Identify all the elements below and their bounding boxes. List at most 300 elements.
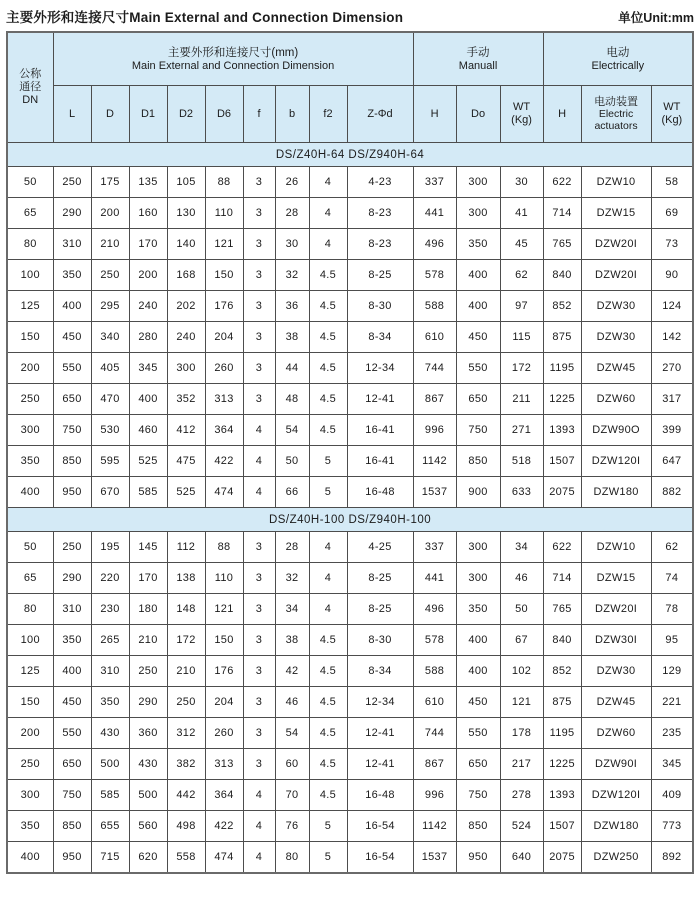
table-cell: 230 — [91, 594, 129, 625]
table-cell: 996 — [413, 415, 456, 446]
table-cell: 640 — [500, 842, 543, 874]
dn-cell: 50 — [7, 532, 53, 563]
table-cell: 34 — [500, 532, 543, 563]
group-header-electric — [543, 32, 693, 86]
dn-cell: 125 — [7, 291, 53, 322]
table-cell: 400 — [456, 656, 500, 687]
table-cell: 290 — [53, 563, 91, 594]
table-cell: 950 — [456, 842, 500, 874]
table-cell: 4 — [243, 811, 275, 842]
table-cell: 400 — [53, 656, 91, 687]
table-row — [7, 229, 693, 260]
table-cell: 500 — [91, 749, 129, 780]
table-cell: 260 — [205, 718, 243, 749]
table-cell: 714 — [543, 198, 581, 229]
unit-label: 单位Unit:mm — [618, 11, 694, 25]
table-row — [7, 718, 693, 749]
dn-cell: 300 — [7, 415, 53, 446]
table-cell: 95 — [651, 625, 693, 656]
table-cell: 250 — [91, 260, 129, 291]
col-header-do: Do — [456, 86, 500, 143]
dn-label-cn1: 公称 — [19, 68, 42, 80]
page-title: 主要外形和连接尺寸Main External and Connection Dimension — [6, 10, 404, 25]
table-cell: 474 — [205, 842, 243, 874]
table-cell: 310 — [53, 594, 91, 625]
table-cell: 4 — [243, 446, 275, 477]
table-cell: 54 — [275, 718, 309, 749]
table-cell: 892 — [651, 842, 693, 874]
table-row — [7, 198, 693, 229]
table-cell: 450 — [456, 322, 500, 353]
table-cell: 12-41 — [347, 749, 413, 780]
table-cell: DZW180 — [581, 477, 651, 508]
group-header-dimensions — [53, 32, 413, 86]
table-cell: 30 — [275, 229, 309, 260]
table-cell: 715 — [91, 842, 129, 874]
table-cell: DZW120I — [581, 446, 651, 477]
table-cell: 4 — [243, 477, 275, 508]
table-cell: 32 — [275, 563, 309, 594]
table-cell: 714 — [543, 563, 581, 594]
group-manual-en: Manuall — [458, 59, 498, 72]
dn-label-en: DN — [22, 94, 39, 106]
table-cell: 317 — [651, 384, 693, 415]
col-header-D1: D1 — [129, 86, 167, 143]
table-cell: 2075 — [543, 842, 581, 874]
table-cell: 430 — [129, 749, 167, 780]
table-cell: 180 — [129, 594, 167, 625]
table-cell: 12-41 — [347, 718, 413, 749]
table-cell: 4.5 — [309, 384, 347, 415]
table-cell: 1393 — [543, 415, 581, 446]
dn-cell: 200 — [7, 718, 53, 749]
table-cell: 364 — [205, 415, 243, 446]
table-cell: 300 — [456, 532, 500, 563]
table-cell: 4 — [309, 198, 347, 229]
table-cell: 42 — [275, 656, 309, 687]
table-cell: 850 — [53, 811, 91, 842]
table-cell: 135 — [129, 167, 167, 198]
col-header-h-manual: H — [413, 86, 456, 143]
col-header-wt-electric — [651, 86, 693, 143]
table-cell: DZW15 — [581, 563, 651, 594]
table-cell: 4 — [309, 167, 347, 198]
table-cell: 525 — [167, 477, 205, 508]
table-row — [7, 594, 693, 625]
table-cell: 8-25 — [347, 563, 413, 594]
table-cell: 26 — [275, 167, 309, 198]
table-cell: 950 — [53, 842, 91, 874]
table-row — [7, 749, 693, 780]
table-cell: 271 — [500, 415, 543, 446]
table-cell: 4.5 — [309, 718, 347, 749]
table-cell: 850 — [53, 446, 91, 477]
table-cell: 524 — [500, 811, 543, 842]
table-cell: 422 — [205, 811, 243, 842]
table-cell: 650 — [53, 749, 91, 780]
table-cell: 744 — [413, 718, 456, 749]
table-cell: 560 — [129, 811, 167, 842]
table-cell: DZW45 — [581, 687, 651, 718]
table-cell: 550 — [456, 353, 500, 384]
table-cell: 430 — [91, 718, 129, 749]
table-cell: 588 — [413, 291, 456, 322]
table-cell: 78 — [651, 594, 693, 625]
table-cell: 399 — [651, 415, 693, 446]
table-cell: 852 — [543, 656, 581, 687]
table-cell: 400 — [53, 291, 91, 322]
table-cell: DZW90O — [581, 415, 651, 446]
table-cell: 310 — [91, 656, 129, 687]
table-cell: 202 — [167, 291, 205, 322]
table-cell: 474 — [205, 477, 243, 508]
col-header-f2: f2 — [309, 86, 347, 143]
table-cell: 178 — [500, 718, 543, 749]
table-cell: 175 — [91, 167, 129, 198]
table-cell: 129 — [651, 656, 693, 687]
table-cell: 578 — [413, 625, 456, 656]
table-cell: 1507 — [543, 811, 581, 842]
wt-line1: WT — [663, 101, 681, 113]
table-cell: 345 — [651, 749, 693, 780]
table-cell: 4 — [309, 532, 347, 563]
table-cell: 46 — [275, 687, 309, 718]
table-cell: 650 — [53, 384, 91, 415]
table-cell: DZW10 — [581, 167, 651, 198]
table-cell: DZW30 — [581, 322, 651, 353]
table-cell: 210 — [129, 625, 167, 656]
table-cell: 240 — [129, 291, 167, 322]
table-cell: 150 — [205, 260, 243, 291]
group-electric-en: Electrically — [591, 59, 645, 72]
table-cell: 588 — [413, 656, 456, 687]
table-cell: DZW15 — [581, 198, 651, 229]
table-cell: 400 — [456, 260, 500, 291]
table-cell: 1142 — [413, 446, 456, 477]
table-cell: 16-41 — [347, 446, 413, 477]
table-cell: 250 — [53, 532, 91, 563]
table-cell: 90 — [651, 260, 693, 291]
actuator-label-en2: actuators — [594, 120, 638, 132]
table-cell: 80 — [275, 842, 309, 874]
table-cell: 350 — [53, 260, 91, 291]
table-cell: 69 — [651, 198, 693, 229]
table-cell: 750 — [456, 415, 500, 446]
table-cell: 610 — [413, 322, 456, 353]
table-cell: 30 — [500, 167, 543, 198]
table-cell: DZW20I — [581, 260, 651, 291]
table-cell: 16-54 — [347, 811, 413, 842]
table-cell: 744 — [413, 353, 456, 384]
table-cell: 270 — [651, 353, 693, 384]
table-cell: 58 — [651, 167, 693, 198]
table-cell: 3 — [243, 260, 275, 291]
table-cell: 300 — [456, 198, 500, 229]
table-cell: DZW120I — [581, 780, 651, 811]
table-cell: 470 — [91, 384, 129, 415]
table-cell: 313 — [205, 749, 243, 780]
table-cell: 8-30 — [347, 291, 413, 322]
table-cell: 36 — [275, 291, 309, 322]
table-cell: 633 — [500, 477, 543, 508]
table-cell: 610 — [413, 687, 456, 718]
table-cell: 280 — [129, 322, 167, 353]
table-cell: 38 — [275, 625, 309, 656]
group-manual-cn: 手动 — [466, 46, 490, 59]
table-row — [7, 563, 693, 594]
table-cell: DZW250 — [581, 842, 651, 874]
section-band-row — [7, 508, 693, 532]
dn-cell: 350 — [7, 446, 53, 477]
table-cell: 290 — [53, 198, 91, 229]
col-header-D6: D6 — [205, 86, 243, 143]
table-cell: 3 — [243, 718, 275, 749]
col-header-electric-actuators — [581, 86, 651, 143]
table-cell: 405 — [91, 353, 129, 384]
table-cell: 441 — [413, 563, 456, 594]
table-cell: DZW20I — [581, 229, 651, 260]
table-cell: 412 — [167, 415, 205, 446]
table-cell: DZW20I — [581, 594, 651, 625]
title-bar — [6, 2, 694, 31]
table-row — [7, 353, 693, 384]
table-cell: 8-34 — [347, 322, 413, 353]
table-cell: 4 — [243, 842, 275, 874]
table-cell: 5 — [309, 842, 347, 874]
table-row — [7, 780, 693, 811]
table-cell: 3 — [243, 353, 275, 384]
table-cell: 750 — [53, 780, 91, 811]
table-cell: 996 — [413, 780, 456, 811]
table-cell: 160 — [129, 198, 167, 229]
table-cell: 460 — [129, 415, 167, 446]
table-cell: 4.5 — [309, 687, 347, 718]
table-cell: 172 — [167, 625, 205, 656]
table-cell: 16-41 — [347, 415, 413, 446]
table-cell: 350 — [91, 687, 129, 718]
table-cell: 250 — [53, 167, 91, 198]
table-cell: 4 — [243, 415, 275, 446]
table-cell: DZW60 — [581, 718, 651, 749]
table-cell: 8-23 — [347, 198, 413, 229]
table-cell: 200 — [129, 260, 167, 291]
table-cell: 50 — [275, 446, 309, 477]
table-cell: 3 — [243, 322, 275, 353]
table-row — [7, 842, 693, 874]
table-row — [7, 532, 693, 563]
table-cell: 1393 — [543, 780, 581, 811]
section-title: DS/Z40H-64 DS/Z940H-64 — [7, 143, 693, 167]
table-cell: 450 — [53, 687, 91, 718]
group-dims-en: Main External and Connection Dimension — [131, 59, 335, 72]
table-cell: 217 — [500, 749, 543, 780]
table-cell: 221 — [651, 687, 693, 718]
table-cell: 60 — [275, 749, 309, 780]
table-cell: 360 — [129, 718, 167, 749]
dn-cell: 250 — [7, 384, 53, 415]
table-cell: 765 — [543, 229, 581, 260]
table-cell: 62 — [500, 260, 543, 291]
table-cell: 1225 — [543, 384, 581, 415]
table-cell: 176 — [205, 656, 243, 687]
col-header-b: b — [275, 86, 309, 143]
table-cell: 4 — [309, 563, 347, 594]
table-cell: 500 — [129, 780, 167, 811]
table-cell: 200 — [91, 198, 129, 229]
table-cell: 8-23 — [347, 229, 413, 260]
table-cell: 875 — [543, 322, 581, 353]
table-cell: 300 — [456, 563, 500, 594]
section-band-row — [7, 143, 693, 167]
table-cell: 312 — [167, 718, 205, 749]
table-cell: 12-34 — [347, 353, 413, 384]
table-cell: 44 — [275, 353, 309, 384]
table-row — [7, 260, 693, 291]
table-cell: 142 — [651, 322, 693, 353]
table-cell: DZW30 — [581, 656, 651, 687]
table-cell: 498 — [167, 811, 205, 842]
table-cell: 350 — [456, 594, 500, 625]
table-cell: 4.5 — [309, 260, 347, 291]
table-cell: 235 — [651, 718, 693, 749]
dimension-table — [6, 31, 694, 874]
table-cell: 16-48 — [347, 780, 413, 811]
table-cell: 105 — [167, 167, 205, 198]
table-cell: 38 — [275, 322, 309, 353]
table-cell: 97 — [500, 291, 543, 322]
table-cell: 3 — [243, 749, 275, 780]
table-cell: 310 — [53, 229, 91, 260]
table-cell: 622 — [543, 532, 581, 563]
col-header-L: L — [53, 86, 91, 143]
table-cell: 3 — [243, 229, 275, 260]
table-cell: 950 — [53, 477, 91, 508]
table-cell: 195 — [91, 532, 129, 563]
table-row — [7, 656, 693, 687]
table-cell: 4.5 — [309, 415, 347, 446]
table-cell: 4.5 — [309, 322, 347, 353]
table-cell: 3 — [243, 532, 275, 563]
table-cell: 882 — [651, 477, 693, 508]
table-cell: 840 — [543, 625, 581, 656]
table-cell: 450 — [456, 687, 500, 718]
table-cell: 121 — [205, 229, 243, 260]
table-row — [7, 167, 693, 198]
table-cell: 558 — [167, 842, 205, 874]
table-cell: 4.5 — [309, 353, 347, 384]
dn-cell: 300 — [7, 780, 53, 811]
table-cell: 16-48 — [347, 477, 413, 508]
dn-cell: 125 — [7, 656, 53, 687]
table-cell: 1507 — [543, 446, 581, 477]
table-cell: 278 — [500, 780, 543, 811]
group-header-manual — [413, 32, 543, 86]
table-cell: 210 — [91, 229, 129, 260]
table-cell: 750 — [53, 415, 91, 446]
table-cell: 578 — [413, 260, 456, 291]
table-cell: 650 — [456, 749, 500, 780]
table-cell: 585 — [91, 780, 129, 811]
table-cell: 3 — [243, 625, 275, 656]
table-cell: DZW180 — [581, 811, 651, 842]
dn-cell: 80 — [7, 594, 53, 625]
table-cell: 54 — [275, 415, 309, 446]
table-cell: 337 — [413, 167, 456, 198]
dn-cell: 400 — [7, 842, 53, 874]
table-cell: 138 — [167, 563, 205, 594]
table-cell: 50 — [500, 594, 543, 625]
table-cell: 550 — [53, 353, 91, 384]
table-cell: 4.5 — [309, 625, 347, 656]
table-cell: 585 — [129, 477, 167, 508]
table-cell: 4-23 — [347, 167, 413, 198]
dn-cell: 50 — [7, 167, 53, 198]
table-cell: 88 — [205, 167, 243, 198]
col-header-f: f — [243, 86, 275, 143]
table-cell: 115 — [500, 322, 543, 353]
table-cell: 550 — [456, 718, 500, 749]
table-cell: 121 — [500, 687, 543, 718]
table-cell: 3 — [243, 384, 275, 415]
table-cell: 73 — [651, 229, 693, 260]
table-cell: 400 — [456, 291, 500, 322]
table-cell: 622 — [543, 167, 581, 198]
table-cell: 3 — [243, 198, 275, 229]
group-dims-cn: 主要外形和连接尺寸(mm) — [167, 46, 299, 59]
table-cell: 145 — [129, 532, 167, 563]
col-header-h-electric: H — [543, 86, 581, 143]
table-cell: 5 — [309, 446, 347, 477]
table-cell: DZW30 — [581, 291, 651, 322]
table-cell: 4 — [309, 229, 347, 260]
dn-cell: 150 — [7, 687, 53, 718]
table-cell: 4.5 — [309, 749, 347, 780]
table-cell: 1537 — [413, 477, 456, 508]
table-header — [7, 32, 693, 143]
table-cell: 867 — [413, 749, 456, 780]
dn-cell: 65 — [7, 198, 53, 229]
table-cell: 313 — [205, 384, 243, 415]
table-cell: 46 — [500, 563, 543, 594]
table-cell: 170 — [129, 563, 167, 594]
dn-cell: 65 — [7, 563, 53, 594]
table-cell: 102 — [500, 656, 543, 687]
table-cell: 4.5 — [309, 291, 347, 322]
table-row — [7, 415, 693, 446]
table-cell: 12-41 — [347, 384, 413, 415]
table-cell: 12-34 — [347, 687, 413, 718]
table-cell: 900 — [456, 477, 500, 508]
table-cell: 170 — [129, 229, 167, 260]
table-cell: 655 — [91, 811, 129, 842]
table-cell: 441 — [413, 198, 456, 229]
col-header-z-phi-d: Z-Φd — [347, 86, 413, 143]
table-cell: 765 — [543, 594, 581, 625]
table-cell: 1225 — [543, 749, 581, 780]
table-cell: 8-25 — [347, 594, 413, 625]
dn-cell: 250 — [7, 749, 53, 780]
table-row — [7, 384, 693, 415]
table-cell: 211 — [500, 384, 543, 415]
table-cell: 670 — [91, 477, 129, 508]
dn-cell: 350 — [7, 811, 53, 842]
table-cell: 5 — [309, 811, 347, 842]
dn-cell: 150 — [7, 322, 53, 353]
table-cell: 168 — [167, 260, 205, 291]
table-cell: 88 — [205, 532, 243, 563]
table-cell: 62 — [651, 532, 693, 563]
table-cell: 121 — [205, 594, 243, 625]
